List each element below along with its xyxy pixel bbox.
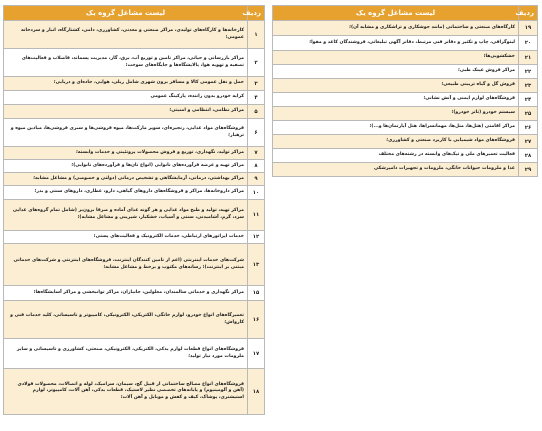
table-row: [4, 231, 265, 244]
table-row: [273, 163, 538, 177]
table-row: [273, 21, 538, 36]
row-number: ۱۳: [248, 244, 265, 286]
table-row: [273, 135, 538, 149]
table-row: [4, 160, 265, 173]
row-text: فروشگاه‌های مواد شیمیایی با کاربرد صنعتی و کشاورزی؛: [273, 135, 519, 149]
row-text: فروشگاه‌های انواع قطعات لوازم یدکی، الکتریکی، الکترونیکی، صنعتی، کشاورزی و تاسیساتی و سایر ملزومات مورد نیاز تولید؛: [4, 339, 248, 369]
row-number: ۱۷: [248, 339, 265, 369]
row-number: ۲۲: [519, 65, 538, 79]
row-text: فعالیت تعمیرهای ملی و تیک‌های وابسته در رشته‌های مختلف: [273, 149, 519, 163]
table-row: [4, 105, 265, 119]
row-text: مراکز تهیه و عرضه فرآورده‌های نانوایی (انواع نان‌ها و فرآورده‌های نانوایی)؛: [4, 160, 248, 173]
table-row: [273, 79, 538, 93]
table-row: [4, 244, 265, 286]
row-number: ۸: [248, 160, 265, 173]
row-text: سیستم خودرو (تاتر خودرو)؛: [273, 107, 519, 121]
row-number: ۲۱: [519, 51, 538, 65]
table-row: [4, 49, 265, 77]
header-row-number: ردیف: [519, 6, 538, 21]
row-text: حمل و نقل عمومی کالا و مسافر برون شهری شامل ریلی، هوایی، جاده‌ای و دریایی؛: [4, 77, 248, 91]
row-number: ۱۲: [248, 231, 265, 244]
row-text: شرکت‌های خدمات اینترنتی (اعم از تامین کنندگان اینترنت، فروشگاه‌های اینترنتی و شرکت‌های خدماتی مبتنی بر اینترنت)؛ رسانه‌های مکتوب و برخط و مشاغل مشابه؛: [4, 244, 248, 286]
left-jobs-table: [3, 5, 265, 415]
row-number: ۲۵: [519, 107, 538, 121]
table-row: [4, 21, 265, 49]
row-text: کرایه خودرو بدون راننده، پارکینگ عمومی: [4, 91, 248, 105]
row-number: ۲۷: [519, 135, 538, 149]
row-number: ۲۳: [519, 79, 538, 93]
row-text: مراکز تهیه، تولید و طبخ مواد غذایی و هر گونه غذای آماده و صرفا برون‌بر (شامل تمام گروه‌های غذایی سرد، گرم، آشامیدنی، سنتی و آسیاب، خشکبار، شیرینی و مشاغل مشابه)؛: [4, 200, 248, 231]
table-row: [4, 147, 265, 160]
row-number: ۲۸: [519, 149, 538, 163]
row-number: ۶: [248, 119, 265, 147]
table-row: [273, 36, 538, 51]
table-row: [4, 119, 265, 147]
row-number: ۱۹: [519, 21, 538, 36]
table-row: [273, 51, 538, 65]
table-row: [4, 339, 265, 369]
row-number: ۱۶: [248, 301, 265, 339]
table-row: [4, 200, 265, 231]
table-row: [273, 121, 538, 135]
row-text: خشکشویی‌ها؛: [273, 51, 519, 65]
header-title: لیست مشاغل گروه یک: [4, 6, 248, 21]
row-number: ۷: [248, 147, 265, 160]
table-row: [4, 186, 265, 200]
row-text: غذا و ملزومات حیوانات خانگی، ملزومات و تجهیزات دامپزشکی: [273, 163, 519, 177]
table-row: [4, 173, 265, 186]
table-row: [273, 107, 538, 121]
row-text: فروشگاه‌های انواع مصالح ساختمانی از قبیل گچ، سیمان، سرامیک، لوله و اتصالات، محصولات فولادی (آهن و آلومینیوم) و پایانه‌های تخصصی نظیر لاستیک، قطعات یدکی، آهن آلات، کامپیوتر، لوازم استیشنری، پوشاک، کیف و کفش و موبایل و آهن آلات؛: [4, 369, 248, 415]
row-number: ۲۰: [519, 36, 538, 51]
row-text: فروش گل و گیاه تزیینی طبیعی؛: [273, 79, 519, 93]
table-row: [4, 77, 265, 91]
table-row: [4, 301, 265, 339]
row-text: مراکز بهداشتی، درمانی، آزمایشگاهی و تشخیص درمانی (دولتی و خصوصی) و مشاغل مشابه؛: [4, 173, 248, 186]
row-number: ۱۰: [248, 186, 265, 200]
right-table-header: [273, 6, 538, 21]
table-row: [4, 91, 265, 105]
row-text: مراکز بازرسانی و حیاتی، مراکز تامین و توزیع آب، برق، گاز، مدیریت پسماند، فاضلاب و فعالیت‌های تصفیه و تهویه هوا، پالایشگاه‌ها و جایگاه‌های سوخت؛: [4, 49, 248, 77]
row-number: ۴: [248, 91, 265, 105]
row-number: ۱۵: [248, 286, 265, 301]
row-text: کارخانه‌ها و کارگاه‌های تولیدی، مراکز صنعتی و معدنی، کشاورزی، دامی، کشتارگاه، انبار و سردخانه عمومی؛: [4, 21, 248, 49]
row-text: فروشگاه‌های مواد غذایی، زنجیره‌ای، سوپر مارکت‌ها، میوه فروشی‌ها و سبزی فروشی‌ها، میادین میوه و ترهبار؛: [4, 119, 248, 147]
row-text: مراکز نگهداری و خدماتی سالمندان، معلولین، جانبازان، مراکز توانبخشی و مراکز آسایشگاه‌ها؛: [4, 286, 248, 301]
header-title: لیست مشاغل گروه یک: [273, 6, 519, 21]
table-row: [273, 93, 538, 107]
row-text: مراکز داروخانه‌ها، مراکز و فروشگاه‌های داروهای گیاهی، دارو، عطاری، داروهای سنتی و بذر؛: [4, 186, 248, 200]
right-jobs-table: [272, 5, 538, 177]
table-row: [273, 149, 538, 163]
header-row-number: ردیف: [248, 6, 265, 21]
row-text: فروشگاه‌های لوازم ایمنی و آتش نشانی؛: [273, 93, 519, 107]
row-text: خدمات اپراتورهای ارتباطی، خدمات الکترونیک و فعالیت‌های پستی؛: [4, 231, 248, 244]
row-text: کارگاه‌های صنعتی و ساختمانی (مانند جوشکاری و تراشکاری و مشابه آن)؛: [273, 21, 519, 36]
row-text: مراکز تولید، نگهداری، توزیع و فروش محصولات پروتئینی و خدمات وابسته؛: [4, 147, 248, 160]
row-text: مراکز نظامی، انتظامی و امنیتی؛: [4, 105, 248, 119]
row-number: ۵: [248, 105, 265, 119]
row-text: مراکز اقامتی (هتل‌ها، متل‌ها، مهمانسراها، هتل آپارتمان‌ها و...)؛: [273, 121, 519, 135]
row-text: لیتوگرافی، چاپ و تکثیر و دفاتر فنی مرتبط، دفاتر آگهی تبلیغاتی، فروشندگان کاغذ و مقوا؛: [273, 36, 519, 51]
row-number: ۱۸: [248, 369, 265, 415]
row-number: ۱: [248, 21, 265, 49]
left-table-header: [4, 6, 265, 21]
row-number: ۲۶: [519, 121, 538, 135]
row-number: ۱۱: [248, 200, 265, 231]
table-row: [273, 65, 538, 79]
row-number: ۳: [248, 77, 265, 91]
row-text: مراکز فروش عینک طبی؛: [273, 65, 519, 79]
row-number: ۲۴: [519, 93, 538, 107]
table-row: [4, 286, 265, 301]
row-number: ۲: [248, 49, 265, 77]
row-number: ۲۹: [519, 163, 538, 177]
row-number: ۹: [248, 173, 265, 186]
table-row: [4, 369, 265, 415]
row-text: تعمیرگاه‌های انواع خودرو، لوازم خانگی، الکتریکی، الکترونیکی، کامپیوتر و تاسیساتی، کلید خدمات فنی و کارواش؛: [4, 301, 248, 339]
